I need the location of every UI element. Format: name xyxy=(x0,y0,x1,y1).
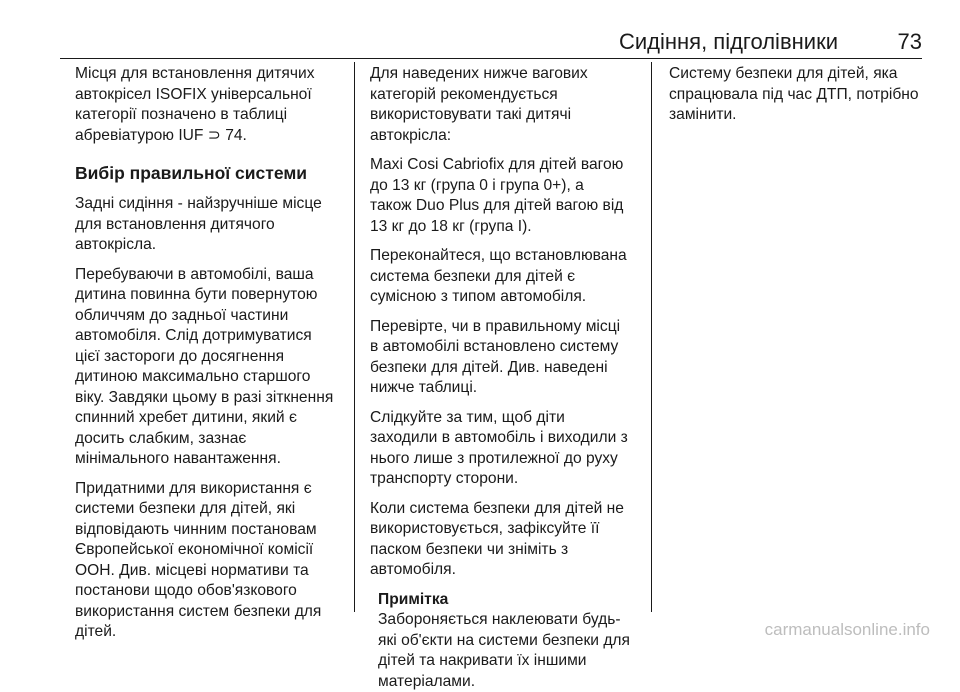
section-heading: Вибір правильної системи xyxy=(75,162,343,184)
column-divider xyxy=(354,62,355,612)
paragraph: Переконайтеся, що встановлювана система безпеки для дітей є сумісною з типом автомобіля. xyxy=(370,246,636,308)
paragraph: Перебуваючи в автомобілі, ваша дитина повинна бути повернутою обличчям до задньої частини автомобіля. Слід дотримуватися цієї застороги до досягнення дитиною максимально старшого віку. Завдяки цьому в разі зіткнення спинний хребет дитини, який є досить слабким, зазнає мінімального навантаження. xyxy=(75,265,343,470)
note-box: Примітка Забороняється наклеювати будь- які об'єкти на системи безпеки для дітей та накривати їх іншими матеріалами. xyxy=(378,590,636,692)
page-number: 73 xyxy=(898,28,922,56)
paragraph: Для наведених нижче вагових категорій рекомендується використовувати такі дитячі автокрісла: xyxy=(370,64,636,146)
watermark: carmanualsonline.info xyxy=(765,620,930,640)
column-3 xyxy=(669,64,931,135)
paragraph: Місця для встановлення дитячих автокрісел ISOFIX універсальної категорії позначено в таблиці абревіатурою IUF ⊃ 74. xyxy=(75,64,343,146)
paragraph: Коли система безпеки для дітей не використовується, зафіксуйте її паском безпеки чи зніміть з автомобіля. xyxy=(370,499,636,581)
column-divider xyxy=(651,62,652,612)
paragraph: Перевірте, чи в правильному місці в автомобілі встановлено систему безпеки для дітей. Див. наведені нижче таблиці. xyxy=(370,317,636,399)
page-reference[interactable]: 74. xyxy=(221,127,247,144)
arrow-ref-icon[interactable]: ⊃ xyxy=(208,127,221,144)
paragraph: Maxi Cosi Cabriofix для дітей вагою до 13 кг (група 0 і група 0+), а також Duo Plus для дітей вагою від 13 кг до 18 кг (група I). xyxy=(370,155,636,237)
header-divider xyxy=(60,58,922,59)
paragraph: Слідкуйте за тим, щоб діти заходили в автомобіль і виходили з нього лише з протилежної до руху транспорту сторони. xyxy=(370,408,636,490)
paragraph: Задні сидіння - найзручніше місце для встановлення дитячого автокрісла. xyxy=(75,194,343,256)
column-2 xyxy=(370,64,636,692)
paragraph: Систему безпеки для дітей, яка спрацювала під час ДТП, потрібно замінити. xyxy=(669,64,931,126)
paragraph: Придатними для використання є системи безпеки для дітей, які відповідають чинним постановам Європейської економічної комісії ООН. Див. місцеві нормативи та постанови щодо обов'язкового використання систем безпеки для дітей. xyxy=(75,479,343,643)
page-header xyxy=(60,28,922,56)
note-title: Примітка xyxy=(378,590,636,611)
section-title: Сидіння, підголівники xyxy=(619,28,838,56)
column-1 xyxy=(75,64,343,652)
